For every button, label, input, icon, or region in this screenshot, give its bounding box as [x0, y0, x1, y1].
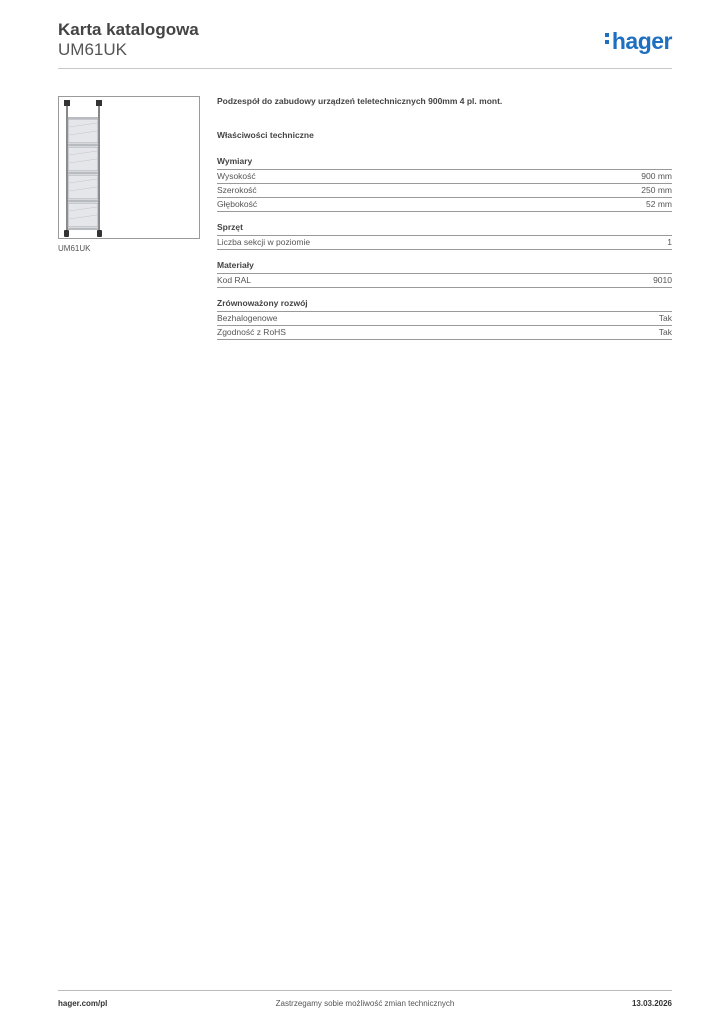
row-label: Wysokość — [217, 171, 256, 181]
row-label: Głębokość — [217, 199, 258, 209]
row-label: Zgodność z RoHS — [217, 327, 286, 337]
properties-heading: Właściwości techniczne — [217, 130, 314, 140]
product-description: Podzespół do zabudowy urządzeń teletechnicznych 900mm 4 pl. mont. — [217, 96, 503, 106]
section-dimensions — [217, 156, 672, 212]
table-row — [217, 326, 672, 340]
table-row — [217, 170, 672, 184]
section-title: Sprzęt — [217, 222, 672, 236]
row-label: Bezhalogenowe — [217, 313, 278, 323]
section-title: Wymiary — [217, 156, 672, 170]
image-caption: UM61UK — [58, 244, 91, 253]
logo-text: hager — [611, 28, 672, 54]
page-footer — [58, 990, 672, 1008]
row-label: Kod RAL — [217, 275, 252, 285]
section-title: Materiały — [217, 260, 672, 274]
row-label: Liczba sekcji w poziomie — [217, 237, 311, 247]
section-materials — [217, 260, 672, 288]
row-value: 52 mm — [646, 199, 672, 209]
section-equipment — [217, 222, 672, 250]
mounting-frame-illustration — [59, 97, 199, 238]
table-row — [217, 274, 672, 288]
logo-dots-icon — [605, 30, 611, 47]
footer-date: 13.03.2026 — [631, 999, 672, 1008]
row-value: 9010 — [653, 275, 672, 285]
table-row — [217, 198, 672, 212]
row-label: Szerokość — [217, 185, 257, 195]
row-value: Tak — [658, 327, 672, 337]
row-value: 900 mm — [641, 171, 672, 181]
product-image — [58, 96, 200, 239]
hager-logo — [605, 28, 672, 55]
product-code: UM61UK — [58, 40, 127, 59]
table-row — [217, 312, 672, 326]
document-title: Karta katalogowa — [58, 20, 199, 39]
table-row — [217, 236, 672, 250]
product-details — [217, 96, 672, 350]
row-value: 250 mm — [641, 185, 672, 195]
footer-website-link[interactable]: hager.com/pl — [58, 999, 108, 1008]
row-value: Tak — [658, 313, 672, 323]
row-value: 1 — [667, 237, 672, 247]
section-title: Zrównoważony rozwój — [217, 298, 672, 312]
table-row — [217, 184, 672, 198]
section-sustainability — [217, 298, 672, 340]
footer-disclaimer: Zastrzegamy sobie możliwość zmian technicznych — [275, 999, 455, 1008]
page-header — [58, 20, 672, 69]
